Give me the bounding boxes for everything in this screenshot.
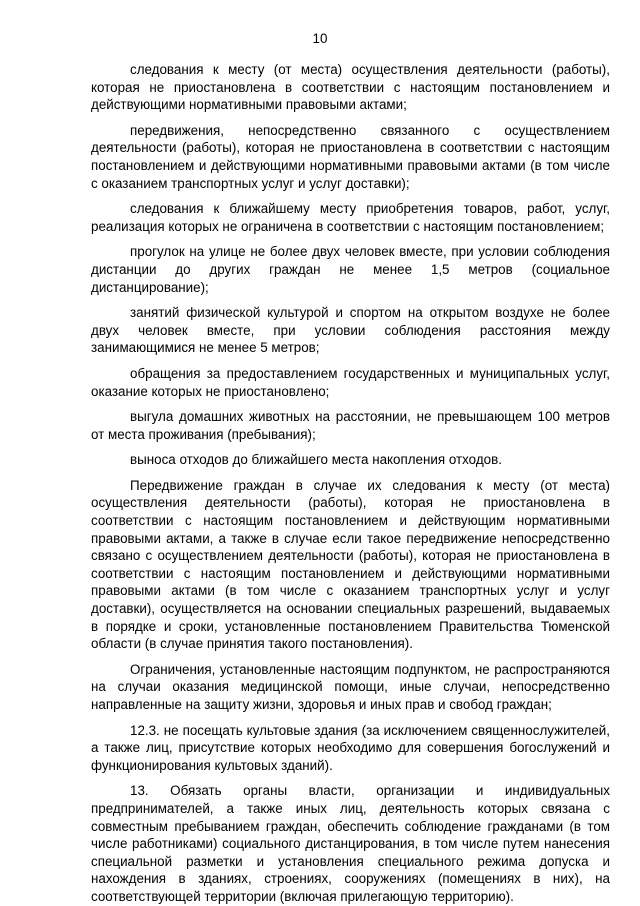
document-body [91,61,610,906]
paragraph-nearest-shop: следования к ближайшему месту приобретения товаров, работ, услуг, реализация которых не ограничена в соответствии с настоящим постановлением; [91,201,610,234]
paragraph-waste-disposal: выноса отходов до ближайшего места накопления отходов. [130,452,502,468]
paragraph-sports: занятий физической культурой и спортом на открытом воздухе не более двух человек вместе, при условии соблюдения расстояния между занимающимися не менее 5 метров; [91,305,610,356]
paragraph-public-services: обращения за предоставлением государственных и муниципальных услуг, оказание которых не приостановлено; [91,365,610,399]
paragraph-work-related-movement: передвижения, непосредственно связанного с осуществлением деятельности (работы), которая не приостановлена в соответствии с настоящим постановлением и действующими нормативными правовыми актами (в том числе с оказанием транспортных услуг и услуг доставки); [91,122,610,191]
paragraph-12-3-religious-buildings: 12.3. не посещать культовые здания (за исключением священнослужителей, а также лиц, присутствие которых необходимо для совершения богослужений и функционирования культовых зданий). [91,722,610,773]
paragraph-restriction-exceptions: Ограничения, установленные настоящим подпунктом, не распространяются на случаи оказания медицинской помощи, иные случаи, непосредственно направленные на защиту жизни, здоровья и иных прав и свобод граждан; [91,661,610,712]
paragraph-special-permits: Передвижение граждан в случае их следования к месту (от места) осуществления деятельности (работы), которая не приостановлена в соответствии с настоящим постановлением и действующим нормативными правовыми актами, а также в случае если такое передвижение непосредственно связано с осуществлением деятельности (работы), которая не приостановлена в соответствии с настоящим постановлением и действующими нормативными правовыми актами (в том числе с оказанием транспортных услуг и услуг доставки), осуществляется на основании специальных разрешений, выдаваемых в порядке и сроки, установленные постановлением Правительства Тюменской области (в случае принятия такого постановления). [91,477,610,652]
paragraph-travel-to-work: следования к месту (от места) осуществления деятельности (работы), которая не приостановлена в соответствии с настоящим постановлением и действующими нормативными правовыми актами; [91,62,610,113]
paragraph-walks: прогулок на улице не более двух человек вместе, при условии соблюдения дистанции до других граждан не менее 1,5 метров (социальное дистанцирование); [91,244,610,295]
paragraph-pet-walking: выгула домашних животных на расстоянии, не превышающем 100 метров от места проживания (пребывания); [91,409,610,442]
paragraph-13-social-distancing: 13. Обязать органы власти, организации и индивидуальных предпринимателей, а также иных лиц, деятельность которых связана с совместным пребыванием граждан, обеспечить соблюдение гражданами (в том числе работниками) социального дистанцирования, в том числе путем нанесения специальной разметки и установления специального режима допуска и нахождения в зданиях, строениях, сооружениях (помещениях в них), на соответствующей территории (включая прилегающую территорию). [91,783,610,904]
page-number: 10 [312,31,328,46]
